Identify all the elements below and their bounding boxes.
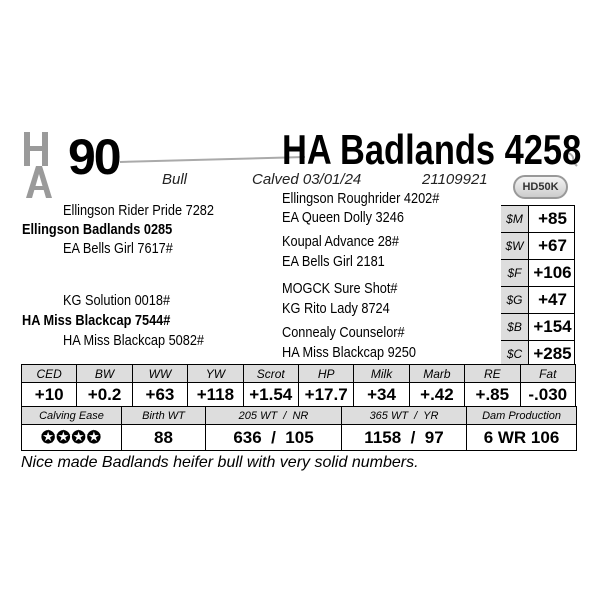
index-row [501,286,574,313]
index-row [501,232,574,259]
pedigree-extra-line: EA Bells Girl 2181 [282,253,385,270]
pedigree-extra-line: MOGCK Sure Shot# [282,280,398,297]
index-label: $W [501,233,529,259]
calved-date: Calved 03/01/24 [252,171,362,188]
index-row [501,313,574,340]
index-label: $B [501,314,529,340]
sire-sire: Ellingson Rider Pride 7282 [63,202,214,219]
pedigree-extra-line: Koupal Advance 28# [282,233,399,250]
performance-table [21,406,577,451]
index-value: +47 [538,290,567,309]
epd-value: +1.54 [243,383,298,407]
epd-value: +.42 [409,383,464,407]
performance-header: 365 WT / YR [342,407,467,425]
epd-value-row [22,383,576,407]
epd-header: CED [22,365,77,383]
epd-value: +17.7 [298,383,353,407]
epd-header: YW [188,365,243,383]
index-label: $M [501,206,529,232]
performance-header: 205 WT / NR [206,407,342,425]
index-value: +285 [533,344,572,363]
pedigree-extra-line: HA Miss Blackcap 9250 [282,344,416,361]
epd-header: Milk [354,365,409,383]
registration-number: 21109921 [422,171,488,188]
hd50k-badge: HD50K [513,175,568,199]
calving-ease-stars: ✪✪✪✪ [22,425,122,451]
epd-header: Fat [520,365,575,383]
pedigree-extra-line: KG Rito Lady 8724 [282,300,390,317]
dam-dam: HA Miss Blackcap 5082# [63,332,205,349]
performance-header-row [22,407,577,425]
epd-value: +118 [188,383,243,407]
epd-value: +.85 [465,383,520,407]
epd-header: HP [298,365,353,383]
pedigree-extra-line: EA Queen Dolly 3246 [282,209,404,226]
epd-header: WW [132,365,187,383]
animal-name: HA Badlands 4258 [282,126,582,173]
epd-value: -.030 [520,383,575,407]
birth-weight: 88 [122,425,206,451]
performance-header: Dam Production [467,407,577,425]
performance-header: Birth WT [122,407,206,425]
dam-sire: KG Solution 0018# [63,292,171,309]
epd-value: +34 [354,383,409,407]
sire-dam: EA Bells Girl 7617# [63,240,173,257]
epd-table [21,364,576,407]
epd-header: Marb [409,365,464,383]
lot-comment: Nice made Badlands heifer bull with very solid numbers. [21,454,419,471]
epd-header: BW [77,365,132,383]
index-label: $F [501,260,529,286]
epd-value: +10 [22,383,77,407]
dam: HA Miss Blackcap 7544# [22,312,171,329]
index-value: +85 [538,209,567,228]
performance-value-row [22,425,577,451]
epd-header: RE [465,365,520,383]
index-row [501,205,574,232]
lot-number: 90 [68,129,120,185]
index-row [501,259,574,286]
epd-header: Scrot [243,365,298,383]
weaning-weight-ratio: 636 / 105 [206,425,342,451]
sire: Ellingson Badlands 0285 [22,221,173,238]
epd-header-row [22,365,576,383]
pedigree-extra-line: Ellingson Roughrider 4202# [282,190,440,207]
epd-value: +63 [132,383,187,407]
dam-production: 6 WR 106 [467,425,577,451]
index-label: $G [501,287,529,313]
index-value: +67 [538,236,567,255]
yearling-weight-ratio: 1158 / 97 [342,425,467,451]
performance-header: Calving Ease [22,407,122,425]
index-row [501,340,574,367]
index-label: $C [501,341,529,367]
index-value: +154 [533,317,572,336]
pedigree-extra-line: Connealy Counselor# [282,324,405,341]
epd-value: +0.2 [77,383,132,407]
index-value: +106 [533,263,572,282]
sex-label: Bull [162,171,188,188]
